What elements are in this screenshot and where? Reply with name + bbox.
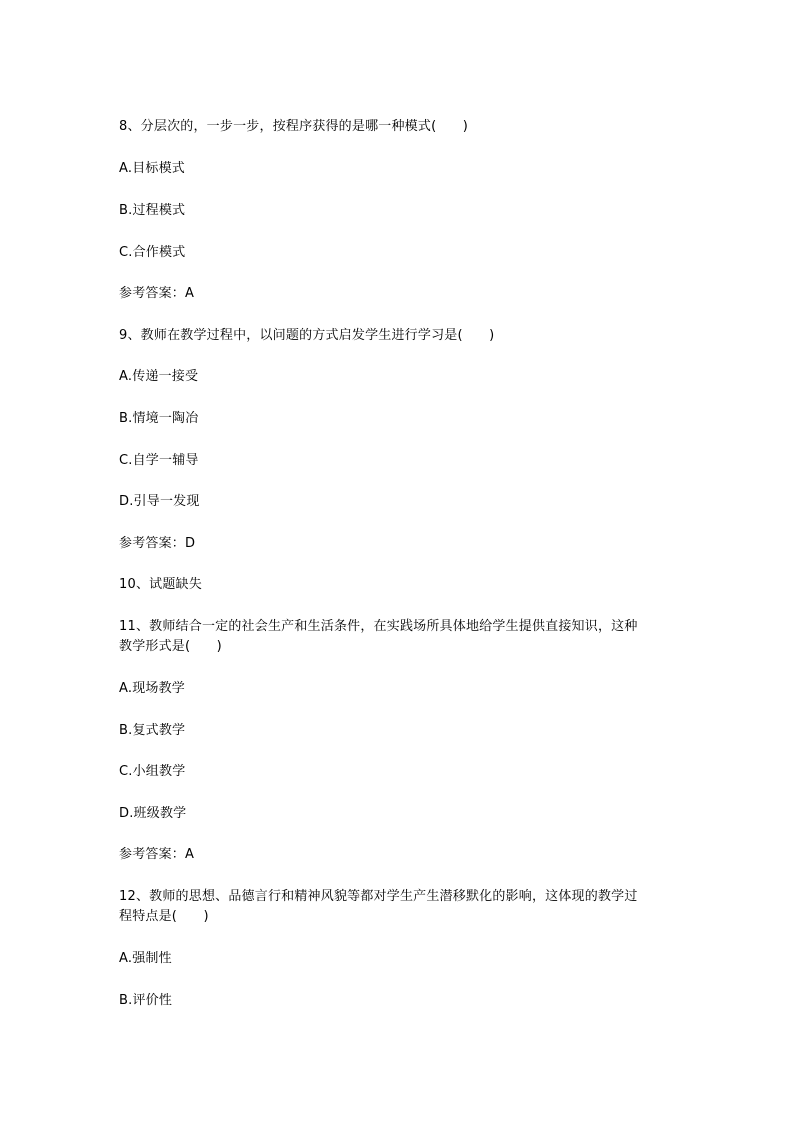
question-9-option-b: B.情境一陶冶 xyxy=(119,411,199,426)
question-11-option-c: C.小组教学 xyxy=(119,764,186,779)
question-12-stem-line-2: 程特点是( ) xyxy=(119,909,209,924)
question-9-option-a: A.传递一接受 xyxy=(119,369,199,384)
question-12-option-b: B.评价性 xyxy=(119,993,173,1008)
question-8-stem: 8、分层次的，一步一步，按程序获得的是哪一种模式( ) xyxy=(119,119,469,134)
question-12-stem-line-1: 12、教师的思想、品德言行和精神风貌等都对学生产生潜移默化的影响，这体现的教学过 xyxy=(119,889,638,904)
question-8-option-a: A.目标模式 xyxy=(119,161,185,176)
question-11-option-b: B.复式教学 xyxy=(119,723,186,738)
question-9-stem: 9、教师在教学过程中，以问题的方式启发学生进行学习是( ) xyxy=(119,328,495,343)
question-11-stem-line-1: 11、教师结合一定的社会生产和生活条件，在实践场所具体地给学生提供直接知识，这种 xyxy=(119,619,638,634)
question-9-option-d: D.引导一发现 xyxy=(119,494,200,509)
question-10-stem: 10、试题缺失 xyxy=(119,577,202,592)
question-11-option-d: D.班级教学 xyxy=(119,806,187,821)
question-9-option-c: C.自学一辅导 xyxy=(119,453,199,468)
question-11-answer: 参考答案：A xyxy=(119,847,195,862)
question-11-option-a: A.现场教学 xyxy=(119,681,185,696)
question-12-option-a: A.强制性 xyxy=(119,951,172,966)
question-8-answer: 参考答案：A xyxy=(119,286,195,301)
question-11-stem-line-2: 教学形式是( ) xyxy=(119,639,222,654)
question-8-option-c: C.合作模式 xyxy=(119,245,186,260)
question-9-answer: 参考答案：D xyxy=(119,536,196,551)
question-8-option-b: B.过程模式 xyxy=(119,203,186,218)
